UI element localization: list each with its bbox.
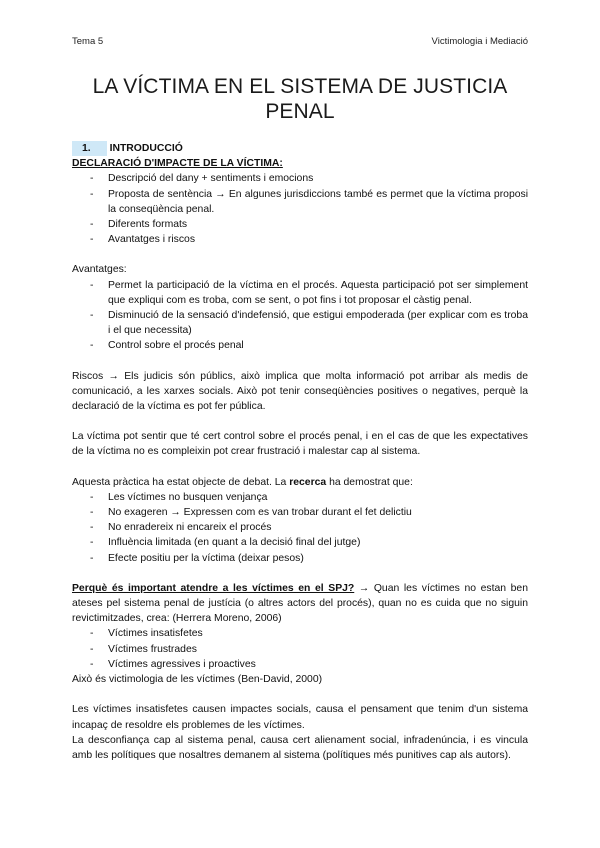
list-item: - Permet la participació de la víctima en el procés. Aquesta participació pot ser simplement que expliqui com es troba, com se sent, o pot fins i tot proposar el càstig penal. <box>72 278 528 308</box>
paragraph-riscos: Riscos → Els judicis són públics, això implica que molta informació pot arribar als medis de comunicació, a les xarxes socials. Això pot tenir conseqüències positives o negatives, perquè la declaració de la víctima es pot fer pública. <box>72 370 528 413</box>
list-item: - No exageren → Expressen com es van trobar durant el fet delictiu <box>72 505 528 520</box>
paragraph-control: La víctima pot sentir que té cert control sobre el procés penal, i en el cas de que les expectatives de la víctima no es compleixin pot crear frustració i malestar cap al sistema. <box>72 431 528 458</box>
list-item: - Proposta de sentència → En algunes jurisdiccions també es permet que la víctima proposi la conseqüència penal. <box>72 187 528 217</box>
list-item: - Víctimes insatisfetes <box>72 626 528 641</box>
list-item: - Descripció del dany + sentiments i emocions <box>72 171 528 186</box>
title-line-1: LA VÍCTIMA EN EL SISTEMA DE JUSTICIA <box>92 75 508 98</box>
section-title: INTRODUCCIÓ <box>109 143 183 154</box>
list-item: - Víctimes frustrades <box>72 642 528 657</box>
impact-list <box>72 171 528 247</box>
list-item: - Influència limitada (en quant a la decisió final del jutge) <box>72 535 528 550</box>
list-item: - Disminució de la sensació d'indefensió, que estigui empoderada (per explicar com es troba i el que necessita) <box>72 308 528 338</box>
avantatges-list <box>72 278 528 354</box>
list-item: - Diferents formats <box>72 217 528 232</box>
recerca-after: ha demostrat que: <box>326 476 413 488</box>
important-text: → Quan les víctimes no estan ben ateses pel sistema penal de justícia (o altres actors del procés), quan no es cuida que no siguin revictimitzades, crea: (Herrera Moreno, 2006) <box>72 582 528 625</box>
recerca-list <box>72 490 528 566</box>
list-item: - No enradereix ni encareix el procés <box>72 520 528 535</box>
section-heading <box>72 141 528 156</box>
header-topic: Tema 5 <box>72 36 104 47</box>
paragraph-closing-2: La desconfiança cap al sistema penal, causa cert alienament social, infradenúncia, i es vincula amb les polítiques que nosaltres demanem al sistema (polítiques més punitives cap als autors). <box>72 734 528 761</box>
list-item: - Control sobre el procés penal <box>72 338 528 353</box>
avantatges-label: Avantatges: <box>72 264 127 276</box>
list-item: - Avantatges i riscos <box>72 232 528 247</box>
subheading-impact-statement: DECLARACIÓ D'IMPACTE DE LA VÍCTIMA: <box>72 158 283 170</box>
section-number: 1. <box>72 141 107 156</box>
recerca-keyword: recerca <box>289 476 327 488</box>
title-line-2: PENAL <box>265 100 335 123</box>
list-item: - Víctimes agressives i proactives <box>72 657 528 672</box>
important-question: Perquè és important atendre a les víctimes en el SPJ? <box>72 582 355 594</box>
victims-list <box>72 626 528 672</box>
recerca-before: Aquesta pràctica ha estat objecte de debat. La <box>72 476 290 488</box>
paragraph-closing-1: Les víctimes insatisfetes causen impactes socials, causa el pensament que tenim d'un sistema incapaç de resoldre els problemes de les víctimes. <box>72 704 528 731</box>
paragraph-recerca <box>72 475 528 490</box>
header-course: Victimologia i Mediació <box>431 36 528 47</box>
list-item: - Les víctimes no busquen venjança <box>72 490 528 505</box>
list-item: - Efecte positiu per la víctima (deixar pesos) <box>72 551 528 566</box>
document-title <box>72 74 528 124</box>
paragraph-victimology: Això és victimologia de les víctimes (Ben-David, 2000) <box>72 674 323 686</box>
document-body <box>72 141 528 763</box>
paragraph-important <box>72 581 528 627</box>
